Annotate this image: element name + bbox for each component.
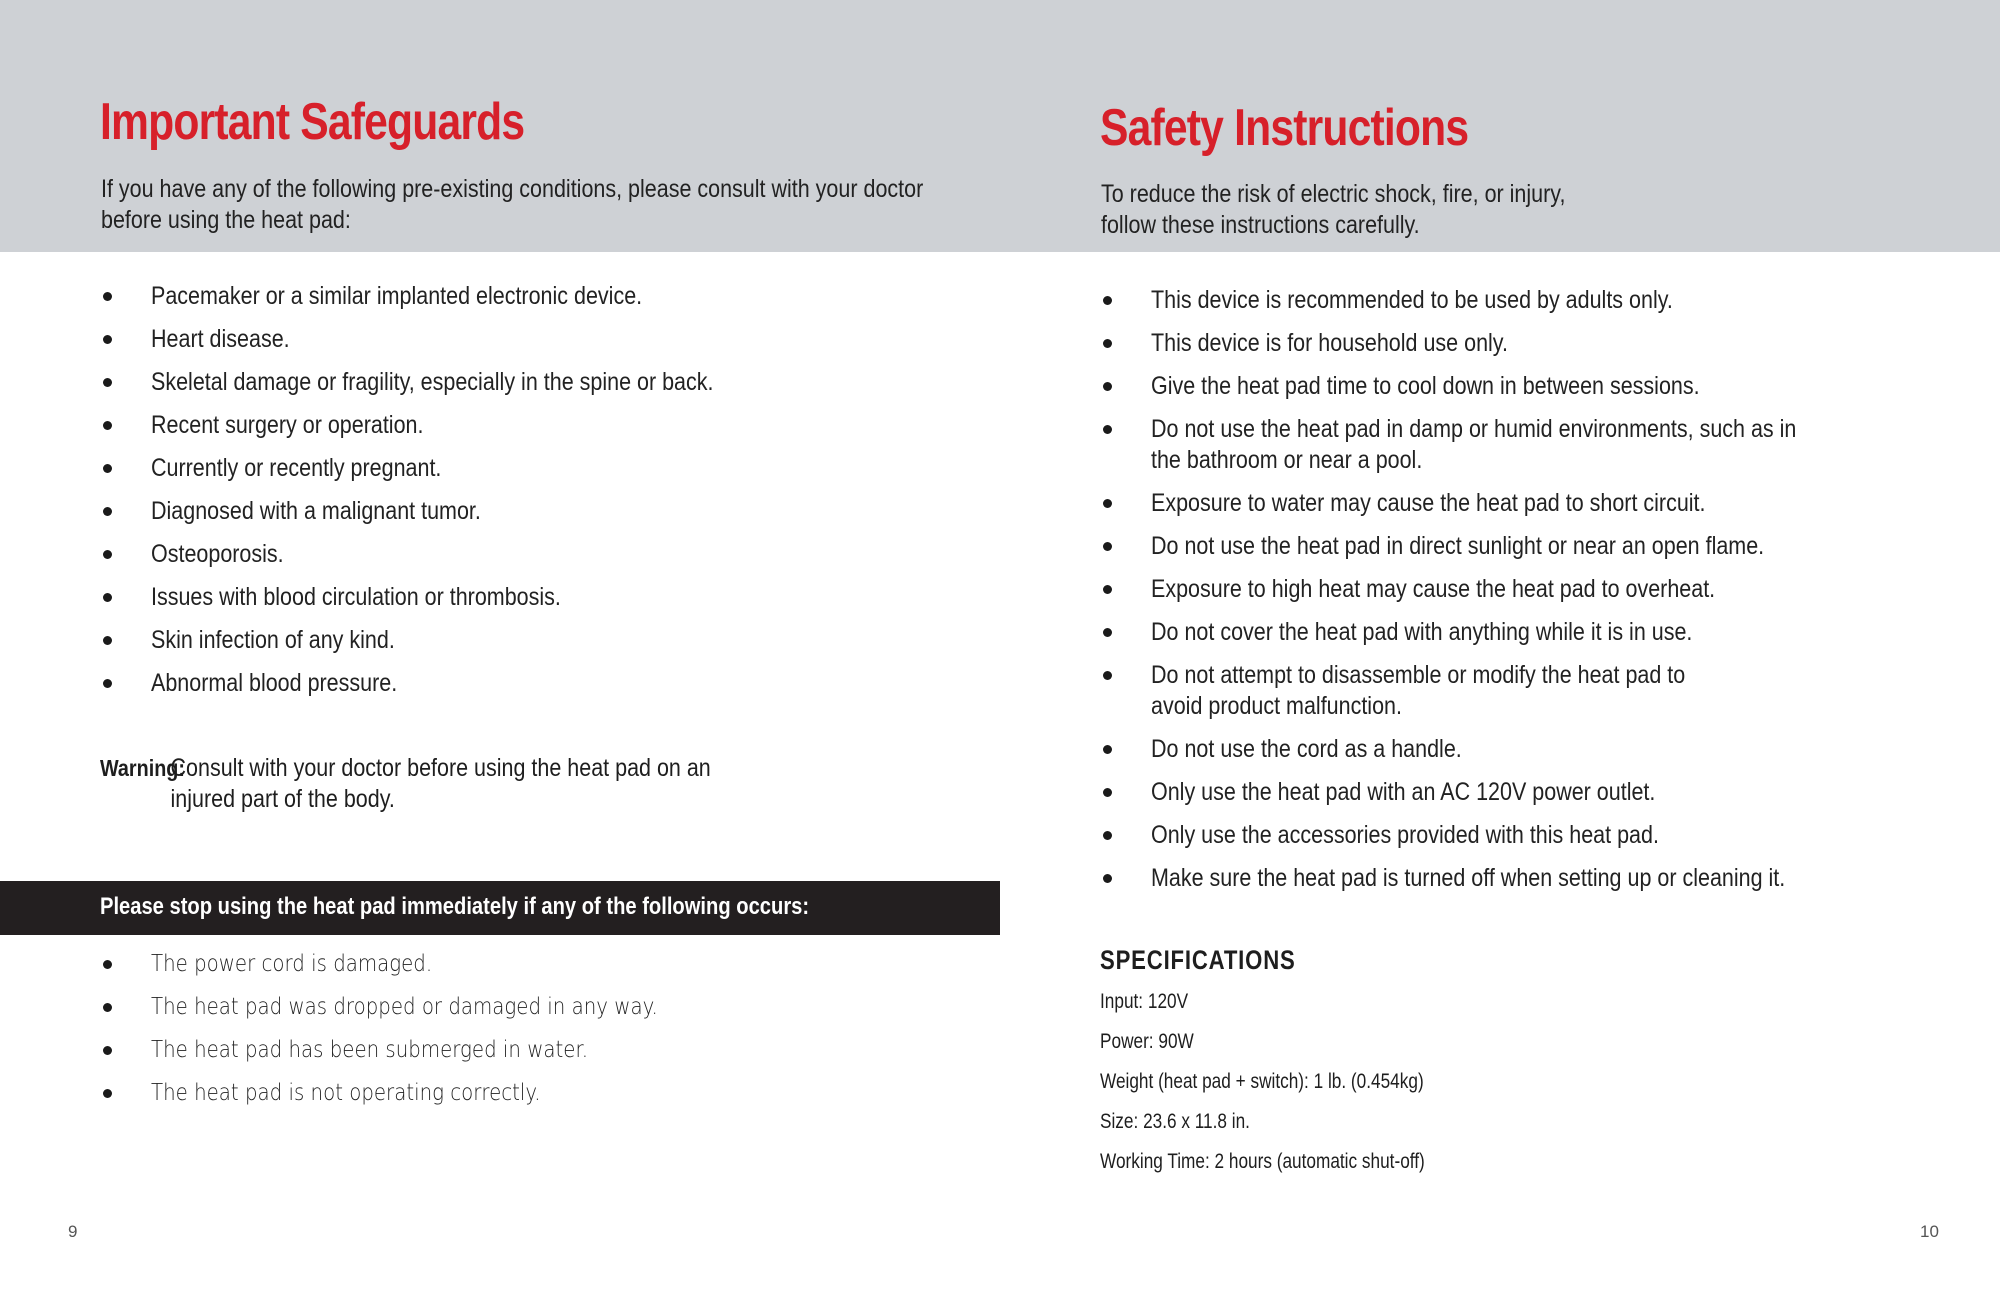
bullet-icon [103, 1003, 112, 1012]
list-item: Skeletal damage or fragility, especially in the spine or back. [103, 367, 805, 398]
list-item: Make sure the heat pad is turned off when setting up or cleaning it. [1103, 863, 1931, 894]
stop-conditions-list [103, 949, 740, 1121]
list-item: Currently or recently pregnant. [103, 453, 805, 484]
specifications-list [1100, 988, 1496, 1188]
list-item: Do not use the cord as a handle. [1103, 734, 1931, 765]
bullet-icon [103, 679, 112, 688]
warning-note [100, 753, 754, 815]
bullet-icon [1103, 296, 1112, 305]
important-safeguards-title: Important Safeguards [100, 93, 525, 151]
specifications-heading: SPECIFICATIONS [1100, 945, 1296, 975]
list-item: Do not use the heat pad in damp or humid environments, such as in the bathroom or near a pool. [1103, 414, 1931, 476]
right-page [1000, 0, 2000, 1300]
bullet-icon [103, 1046, 112, 1055]
list-item: Abnormal blood pressure. [103, 668, 805, 699]
instructions-list [1103, 285, 1931, 906]
bullet-icon [1103, 788, 1112, 797]
list-item: This device is recommended to be used by adults only. [1103, 285, 1931, 316]
spec-working-time: Working Time: 2 hours (automatic shut-off) [1100, 1150, 1425, 1173]
list-item: Only use the heat pad with an AC 120V power outlet. [1103, 777, 1931, 808]
list-item: Do not attempt to disassemble or modify the heat pad to avoid product malfunction. [1103, 660, 1931, 722]
list-item: Exposure to water may cause the heat pad to short circuit. [1103, 488, 1931, 519]
bullet-icon [1103, 628, 1112, 637]
bullet-icon [103, 636, 112, 645]
list-item: Issues with blood circulation or thrombosis. [103, 582, 805, 613]
page-number-left: 9 [68, 1222, 78, 1241]
bullet-icon [1103, 425, 1112, 434]
warning-text: Consult with your doctor before using the heat pad on an injured part of the body. [170, 754, 711, 813]
bullet-icon [1103, 499, 1112, 508]
bullet-icon [1103, 542, 1112, 551]
list-item: Pacemaker or a similar implanted electronic device. [103, 281, 805, 312]
list-item: Diagnosed with a malignant tumor. [103, 496, 805, 527]
list-item: Do not use the heat pad in direct sunlight or near an open flame. [1103, 531, 1931, 562]
conditions-list [103, 281, 805, 711]
spec-size: Size: 23.6 x 11.8 in. [1100, 1110, 1250, 1133]
bullet-icon [103, 593, 112, 602]
list-item: Recent surgery or operation. [103, 410, 805, 441]
bullet-icon [103, 335, 112, 344]
safeguards-intro: If you have any of the following pre-existing conditions, please consult with your doctor before using the heat pad: [101, 175, 924, 234]
bullet-icon [103, 421, 112, 430]
list-item: Heart disease. [103, 324, 805, 355]
list-item: The heat pad was dropped or damaged in any way. [103, 992, 740, 1023]
list-item: Do not cover the heat pad with anything while it is in use. [1103, 617, 1931, 648]
list-item: This device is for household use only. [1103, 328, 1931, 359]
spec-weight: Weight (heat pad + switch): 1 lb. (0.454kg) [1100, 1070, 1424, 1093]
bullet-icon [103, 1089, 112, 1098]
safety-instructions-title: Safety Instructions [1100, 99, 1469, 157]
stop-using-heading: Please stop using the heat pad immediately if any of the following occurs: [100, 893, 810, 920]
bullet-icon [1103, 382, 1112, 391]
list-item: Only use the accessories provided with this heat pad. [1103, 820, 1931, 851]
bullet-icon [1103, 585, 1112, 594]
spec-input: Input: 120V [1100, 990, 1189, 1013]
list-item: Osteoporosis. [103, 539, 805, 570]
bullet-icon [103, 464, 112, 473]
bullet-icon [103, 292, 112, 301]
page-number-right: 10 [1920, 1222, 1939, 1241]
stop-using-banner [0, 881, 1000, 935]
bullet-icon [1103, 671, 1112, 680]
list-item: The heat pad is not operating correctly. [103, 1078, 740, 1109]
list-item: Give the heat pad time to cool down in between sessions. [1103, 371, 1931, 402]
safety-intro: To reduce the risk of electric shock, fire, or injury, follow these instructions carefully. [1101, 180, 1566, 239]
list-item: The power cord is damaged. [103, 949, 740, 980]
bullet-icon [103, 550, 112, 559]
bullet-icon [1103, 745, 1112, 754]
bullet-icon [1103, 339, 1112, 348]
list-item: Skin infection of any kind. [103, 625, 805, 656]
spec-power: Power: 90W [1100, 1030, 1194, 1053]
bullet-icon [103, 960, 112, 969]
bullet-icon [1103, 874, 1112, 883]
list-item: The heat pad has been submerged in water. [103, 1035, 740, 1066]
bullet-icon [103, 507, 112, 516]
warning-label: Warning: [100, 755, 185, 781]
list-item: Exposure to high heat may cause the heat pad to overheat. [1103, 574, 1931, 605]
bullet-icon [1103, 831, 1112, 840]
bullet-icon [103, 378, 112, 387]
